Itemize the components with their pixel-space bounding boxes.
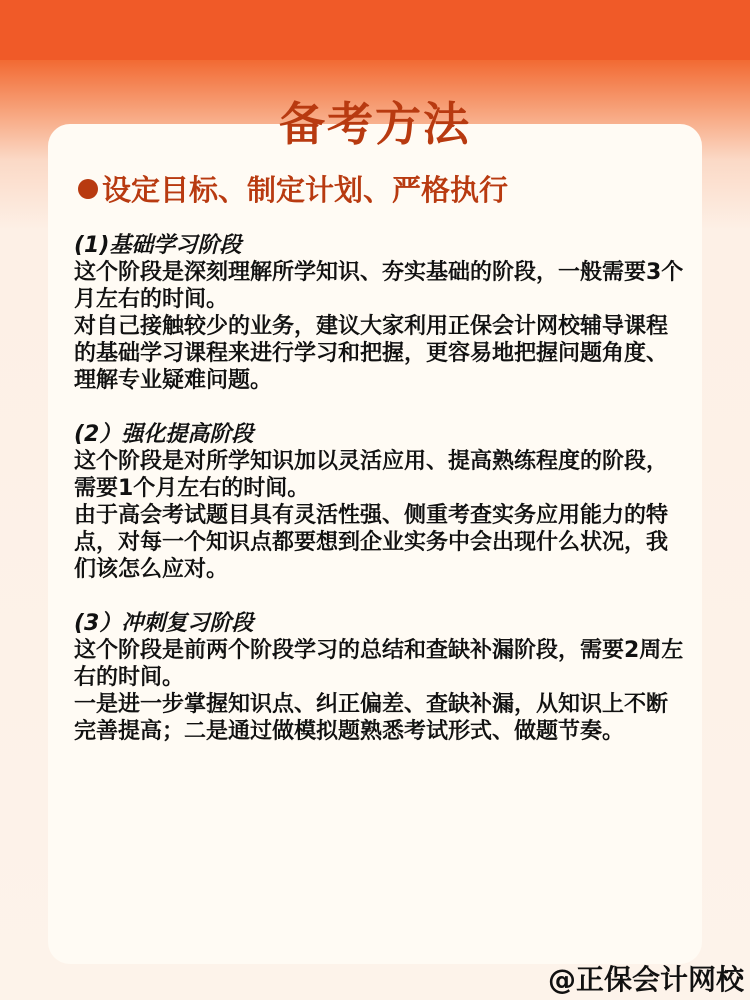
watermark: @正保会计网校 — [547, 963, 744, 996]
stage-paragraph: 这个阶段是对所学知识加以灵活应用、提高熟练程度的阶段，需要1个月左右的时间。 — [74, 449, 669, 501]
stages-list — [74, 232, 684, 772]
bullet-dot-icon — [78, 179, 98, 199]
stage-sprint — [74, 610, 684, 745]
stage-title: (1)基础学习阶段 — [74, 233, 242, 258]
stage-paragraph: 这个阶段是前两个阶段学习的总结和查缺补漏阶段，需要2周左右的时间。 — [74, 638, 684, 690]
section-heading — [78, 168, 508, 209]
stage-paragraph: 这个阶段是深刻理解所学知识、夯实基础的阶段，一般需要3个月左右的时间。 — [74, 260, 684, 312]
section-heading-text: 设定目标、制定计划、严格执行 — [102, 173, 509, 207]
page-title: 备考方法 — [279, 97, 471, 151]
stage-basic — [74, 232, 684, 394]
stage-paragraph: 一是进一步掌握知识点、纠正偏差、查缺补漏，从知识上不断完善提高；二是通过做模拟题熟悉考试形式、做题节奏。 — [74, 692, 669, 744]
top-banner — [0, 0, 750, 60]
stage-title: (3）冲刺复习阶段 — [74, 611, 254, 636]
stage-intensive — [74, 421, 684, 583]
stage-paragraph: 对自己接触较少的业务，建议大家利用正保会计网校辅导课程的基础学习课程来进行学习和把握，更容易地把握问题角度、理解专业疑难问题。 — [74, 314, 669, 393]
stage-paragraph: 由于高会考试题目具有灵活性强、侧重考查实务应用能力的特点，对每一个知识点都要想到企业实务中会出现什么状况，我们该怎么应对。 — [74, 503, 669, 582]
stage-title: (2）强化提高阶段 — [74, 422, 254, 447]
